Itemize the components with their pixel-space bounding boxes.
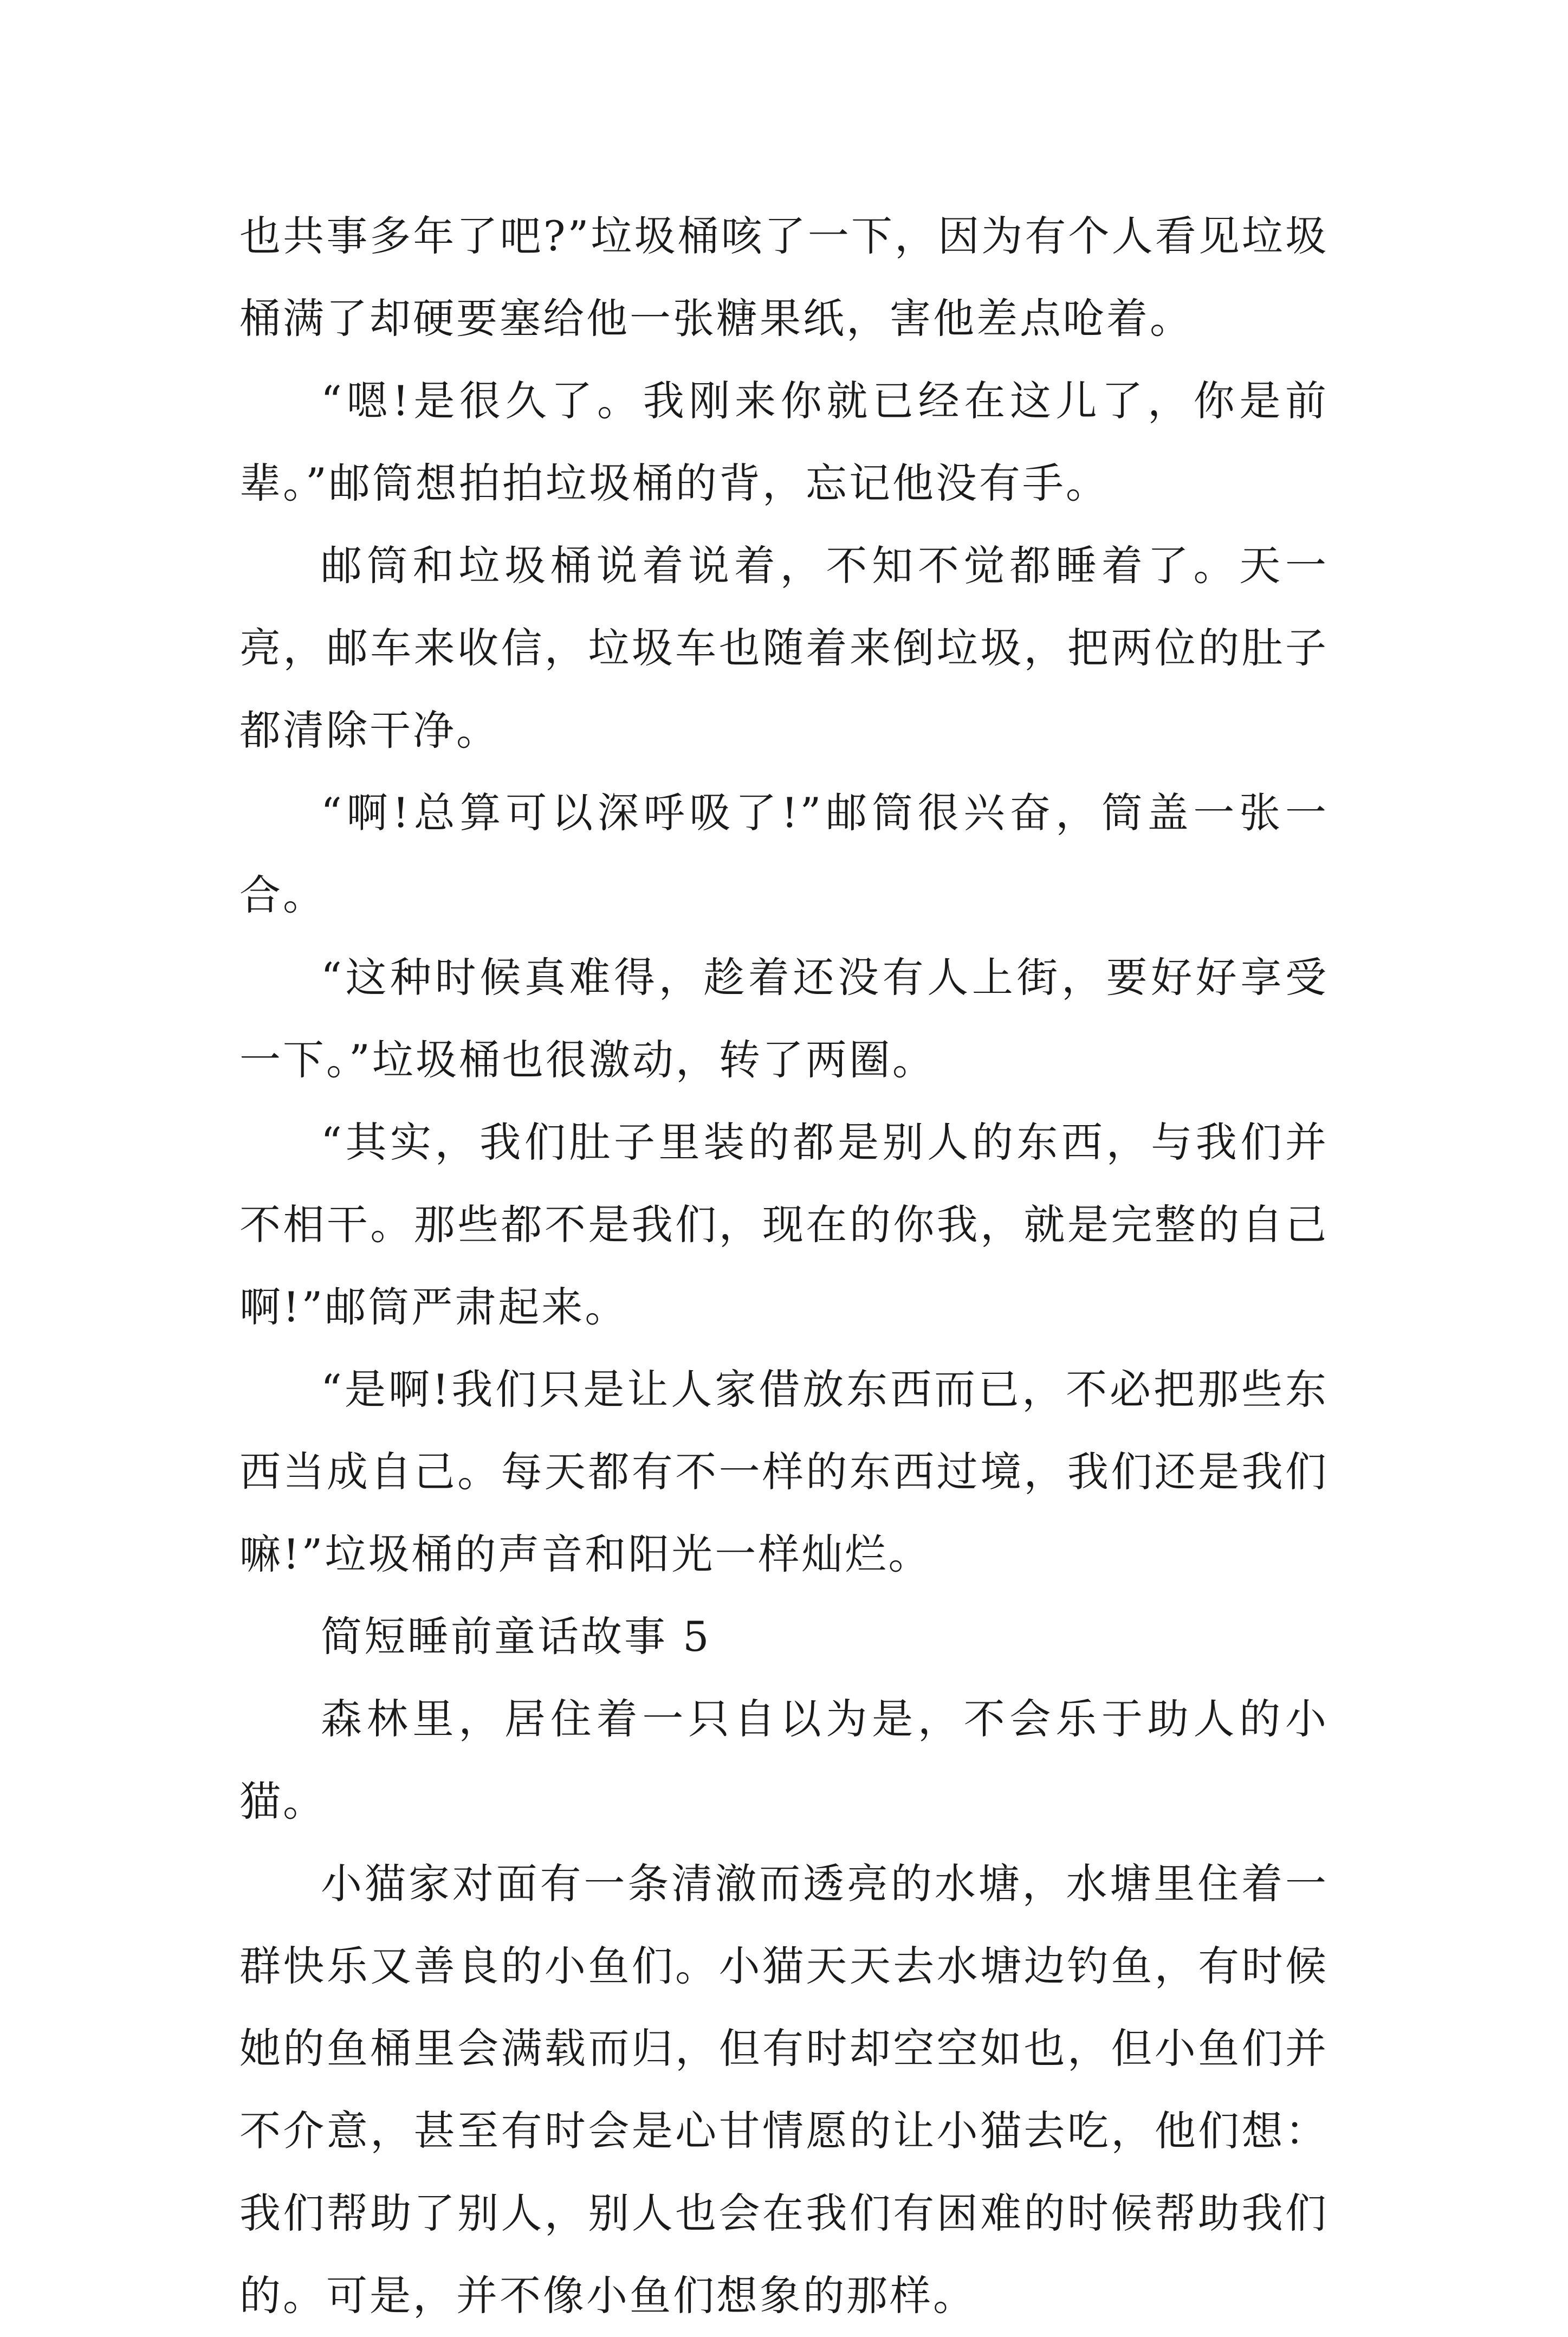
paragraph-9: 小猫家对面有一条清澈而透亮的水塘，水塘里住着一群快乐又善良的小鱼们。小猫天天去水塘边钓鱼，有时候她的鱼桶里会满载而归，但有时却空空如也，但小鱼们并不介意，甚至有时会是心甘情愿的让小猫去吃，他们想：我们帮助了别人，别人也会在我们有困难的时候帮助我们的。可是，并不像小鱼们想象的那样。 xyxy=(239,1860,1329,2320)
paragraph-5: “这种时候真难得，趁着还没有人上街，要好好享受一下。”垃圾桶也很激动，转了两圈。 xyxy=(239,953,1329,1084)
paragraph-8: 森林里，居住着一只自以为是，不会乐于助人的小猫。 xyxy=(239,1695,1329,1825)
section-heading: 简短睡前童话故事 5 xyxy=(321,1612,711,1661)
paragraph-6: “其实，我们肚子里装的都是别人的东西，与我们并不相干。那些都不是我们，现在的你我，就是完整的自己啊!”邮筒严肃起来。 xyxy=(239,1118,1329,1331)
document-body xyxy=(239,195,1329,2337)
paragraph-7: “是啊!我们只是让人家借放东西而已，不必把那些东西当成自己。每天都有不一样的东西过境，我们还是我们嘛!”垃圾桶的声音和阳光一样灿烂。 xyxy=(239,1365,1329,1578)
paragraph-4: “啊!总算可以深呼吸了!”邮筒很兴奋，筒盖一张一合。 xyxy=(239,789,1329,919)
paragraph-2: “嗯!是很久了。我刚来你就已经在这儿了，你是前辈。”邮筒想拍拍垃圾桶的背，忘记他没有手。 xyxy=(239,377,1329,507)
paragraph-3: 邮筒和垃圾桶说着说着，不知不觉都睡着了。天一亮，邮车来收信，垃圾车也随着来倒垃圾，把两位的肚子都清除干净。 xyxy=(239,541,1329,754)
paragraph-1: 也共事多年了吧?”垃圾桶咳了一下，因为有个人看见垃圾桶满了却硬要塞给他一张糖果纸，害他差点呛着。 xyxy=(239,212,1329,343)
